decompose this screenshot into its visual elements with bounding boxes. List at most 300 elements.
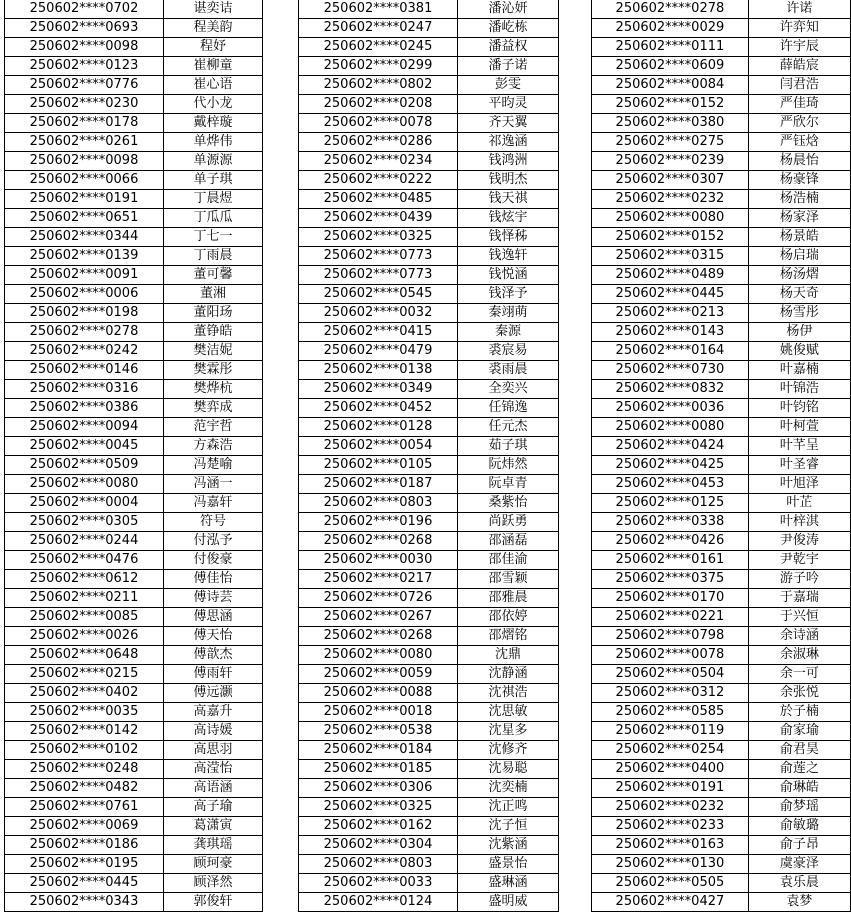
id-number-cell: 250602****0078 bbox=[592, 646, 749, 665]
table-row bbox=[592, 114, 851, 133]
name-cell: 沈易聪 bbox=[458, 760, 559, 779]
id-number-cell: 250602****0208 bbox=[299, 95, 458, 114]
name-cell: 沈思敏 bbox=[458, 703, 559, 722]
id-number-cell: 250602****0198 bbox=[5, 304, 164, 323]
id-number-cell: 250602****0476 bbox=[5, 551, 164, 570]
table-row bbox=[592, 133, 851, 152]
name-cell: 单子琪 bbox=[164, 171, 263, 190]
name-cell: 单源源 bbox=[164, 152, 263, 171]
id-number-cell: 250602****0164 bbox=[592, 342, 749, 361]
table-row bbox=[592, 665, 851, 684]
id-number-cell: 250602****0505 bbox=[592, 874, 749, 893]
id-number-cell: 250602****0080 bbox=[592, 418, 749, 437]
table-row bbox=[299, 190, 559, 209]
table-row bbox=[299, 171, 559, 190]
name-cell: 符号 bbox=[164, 513, 263, 532]
table-row bbox=[299, 532, 559, 551]
table-row bbox=[592, 855, 851, 874]
name-cell: 沈奕楠 bbox=[458, 779, 559, 798]
table-row bbox=[592, 95, 851, 114]
name-cell: 姚俊赋 bbox=[748, 342, 850, 361]
id-number-cell: 250602****0445 bbox=[592, 285, 749, 304]
id-number-cell: 250602****0163 bbox=[592, 836, 749, 855]
id-number-cell: 250602****0211 bbox=[5, 589, 164, 608]
id-number-cell: 250602****0078 bbox=[299, 114, 458, 133]
table-row bbox=[299, 760, 559, 779]
table-row bbox=[5, 228, 263, 247]
name-cell: 杨汤熠 bbox=[748, 266, 850, 285]
id-number-cell: 250602****0187 bbox=[299, 475, 458, 494]
name-cell: 杨伊 bbox=[748, 323, 850, 342]
id-number-cell: 250602****0344 bbox=[5, 228, 164, 247]
name-cell: 彭雯 bbox=[458, 76, 559, 95]
table-row bbox=[592, 817, 851, 836]
id-number-cell: 250602****0452 bbox=[299, 399, 458, 418]
name-cell: 俞莲之 bbox=[748, 760, 850, 779]
id-number-cell: 250602****0036 bbox=[592, 399, 749, 418]
id-number-cell: 250602****0381 bbox=[299, 0, 458, 19]
id-number-cell: 250602****0130 bbox=[592, 855, 749, 874]
table-row bbox=[592, 551, 851, 570]
id-number-cell: 250602****0026 bbox=[5, 627, 164, 646]
name-cell: 许宇辰 bbox=[748, 38, 850, 57]
id-number-cell: 250602****0761 bbox=[5, 798, 164, 817]
name-cell: 潘益权 bbox=[458, 38, 559, 57]
id-number-cell: 250602****0299 bbox=[299, 57, 458, 76]
table-row bbox=[592, 893, 851, 912]
table-row bbox=[5, 456, 263, 475]
name-cell: 董阳玚 bbox=[164, 304, 263, 323]
table-row bbox=[299, 38, 559, 57]
id-number-cell: 250602****0123 bbox=[5, 57, 164, 76]
table-row bbox=[5, 152, 263, 171]
name-cell: 俞子昂 bbox=[748, 836, 850, 855]
table-row bbox=[5, 836, 263, 855]
id-number-cell: 250602****0221 bbox=[592, 608, 749, 627]
table-row bbox=[5, 266, 263, 285]
name-cell: 代小龙 bbox=[164, 95, 263, 114]
table-row bbox=[299, 323, 559, 342]
name-cell: 严佳琦 bbox=[748, 95, 850, 114]
id-number-cell: 250602****0035 bbox=[5, 703, 164, 722]
id-number-cell: 250602****0545 bbox=[299, 285, 458, 304]
id-number-cell: 250602****0230 bbox=[5, 95, 164, 114]
id-number-cell: 250602****0138 bbox=[299, 361, 458, 380]
name-cell: 尚跃勇 bbox=[458, 513, 559, 532]
name-cell: 钱怿秭 bbox=[458, 228, 559, 247]
id-number-cell: 250602****0479 bbox=[299, 342, 458, 361]
name-cell: 冯嘉轩 bbox=[164, 494, 263, 513]
name-cell: 郭俊轩 bbox=[164, 893, 263, 912]
name-cell: 高嘉升 bbox=[164, 703, 263, 722]
table-row bbox=[299, 437, 559, 456]
id-number-cell: 250602****0254 bbox=[592, 741, 749, 760]
id-number-cell: 250602****0315 bbox=[592, 247, 749, 266]
id-number-cell: 250602****0304 bbox=[299, 836, 458, 855]
table-row bbox=[299, 627, 559, 646]
table-row bbox=[5, 817, 263, 836]
id-number-cell: 250602****0325 bbox=[299, 228, 458, 247]
id-number-cell: 250602****0427 bbox=[592, 893, 749, 912]
name-cell: 崔心语 bbox=[164, 76, 263, 95]
roster-table-right bbox=[591, 0, 851, 912]
table-row bbox=[592, 418, 851, 437]
id-number-cell: 250602****0146 bbox=[5, 361, 164, 380]
table-row bbox=[5, 646, 263, 665]
table-row bbox=[299, 285, 559, 304]
id-number-cell: 250602****0178 bbox=[5, 114, 164, 133]
name-cell: 樊烨杭 bbox=[164, 380, 263, 399]
id-number-cell: 250602****0032 bbox=[299, 304, 458, 323]
name-cell: 樊洁妮 bbox=[164, 342, 263, 361]
table-row bbox=[299, 399, 559, 418]
name-cell: 余张悦 bbox=[748, 684, 850, 703]
table-row bbox=[5, 741, 263, 760]
table-row bbox=[5, 608, 263, 627]
table-row bbox=[592, 646, 851, 665]
name-cell: 付泓予 bbox=[164, 532, 263, 551]
table-row bbox=[299, 342, 559, 361]
table-row bbox=[299, 665, 559, 684]
table-row bbox=[5, 304, 263, 323]
id-number-cell: 250602****0380 bbox=[592, 114, 749, 133]
id-number-cell: 250602****0045 bbox=[5, 437, 164, 456]
table-row bbox=[5, 684, 263, 703]
name-cell: 杨启瑞 bbox=[748, 247, 850, 266]
table-row bbox=[299, 722, 559, 741]
table-row bbox=[5, 114, 263, 133]
name-cell: 於子楠 bbox=[748, 703, 850, 722]
id-number-cell: 250602****0349 bbox=[299, 380, 458, 399]
id-number-cell: 250602****0139 bbox=[5, 247, 164, 266]
name-cell: 桑紫怡 bbox=[458, 494, 559, 513]
table-row bbox=[5, 285, 263, 304]
name-cell: 杨家泽 bbox=[748, 209, 850, 228]
name-cell: 俞琳皓 bbox=[748, 779, 850, 798]
table-row bbox=[592, 38, 851, 57]
name-cell: 崔柳童 bbox=[164, 57, 263, 76]
table-row bbox=[5, 133, 263, 152]
table-row bbox=[592, 532, 851, 551]
table-row bbox=[592, 722, 851, 741]
table-row bbox=[299, 836, 559, 855]
id-number-cell: 250602****0142 bbox=[5, 722, 164, 741]
id-number-cell: 250602****0538 bbox=[299, 722, 458, 741]
table-row bbox=[299, 95, 559, 114]
id-number-cell: 250602****0242 bbox=[5, 342, 164, 361]
name-cell: 秦翊萌 bbox=[458, 304, 559, 323]
table-row bbox=[5, 19, 263, 38]
table-row bbox=[299, 589, 559, 608]
name-cell: 葛潇寅 bbox=[164, 817, 263, 836]
id-number-cell: 250602****0091 bbox=[5, 266, 164, 285]
table-row bbox=[5, 893, 263, 912]
table-row bbox=[592, 361, 851, 380]
name-cell: 任锦逸 bbox=[458, 399, 559, 418]
name-cell: 程妤 bbox=[164, 38, 263, 57]
id-number-cell: 250602****0125 bbox=[592, 494, 749, 513]
id-number-cell: 250602****0612 bbox=[5, 570, 164, 589]
name-cell: 高子瑜 bbox=[164, 798, 263, 817]
table-row bbox=[299, 361, 559, 380]
name-cell: 闫君浩 bbox=[748, 76, 850, 95]
table-row bbox=[5, 874, 263, 893]
name-cell: 盛景怡 bbox=[458, 855, 559, 874]
table-row bbox=[5, 760, 263, 779]
name-cell: 邵涵磊 bbox=[458, 532, 559, 551]
name-cell: 余一可 bbox=[748, 665, 850, 684]
table-row bbox=[299, 418, 559, 437]
name-cell: 许诺 bbox=[748, 0, 850, 19]
name-cell: 钱泽予 bbox=[458, 285, 559, 304]
id-number-cell: 250602****0247 bbox=[299, 19, 458, 38]
id-number-cell: 250602****0482 bbox=[5, 779, 164, 798]
name-cell: 潘屹栋 bbox=[458, 19, 559, 38]
name-cell: 高语涵 bbox=[164, 779, 263, 798]
id-number-cell: 250602****0651 bbox=[5, 209, 164, 228]
name-cell: 钱逸轩 bbox=[458, 247, 559, 266]
table-row bbox=[299, 133, 559, 152]
name-cell: 傅雨轩 bbox=[164, 665, 263, 684]
table-row bbox=[592, 19, 851, 38]
name-cell: 樊霖彤 bbox=[164, 361, 263, 380]
table-row bbox=[592, 627, 851, 646]
name-cell: 谌奕诘 bbox=[164, 0, 263, 19]
table-row bbox=[299, 266, 559, 285]
name-cell: 叶梓淇 bbox=[748, 513, 850, 532]
id-number-cell: 250602****0306 bbox=[299, 779, 458, 798]
table-row bbox=[5, 418, 263, 437]
id-number-cell: 250602****0773 bbox=[299, 247, 458, 266]
name-cell: 樊弈成 bbox=[164, 399, 263, 418]
table-row bbox=[592, 570, 851, 589]
name-cell: 叶嘉楠 bbox=[748, 361, 850, 380]
table-row bbox=[592, 513, 851, 532]
name-cell: 袁梦 bbox=[748, 893, 850, 912]
table-row bbox=[592, 684, 851, 703]
id-number-cell: 250602****0400 bbox=[592, 760, 749, 779]
id-number-cell: 250602****0069 bbox=[5, 817, 164, 836]
table-row bbox=[592, 760, 851, 779]
table-row bbox=[299, 570, 559, 589]
table-row bbox=[299, 684, 559, 703]
id-number-cell: 250602****0143 bbox=[592, 323, 749, 342]
name-cell: 傅远灏 bbox=[164, 684, 263, 703]
name-cell: 邵依婷 bbox=[458, 608, 559, 627]
id-number-cell: 250602****0245 bbox=[299, 38, 458, 57]
name-cell: 于嘉瑞 bbox=[748, 589, 850, 608]
table-row bbox=[592, 209, 851, 228]
name-cell: 沈星多 bbox=[458, 722, 559, 741]
name-cell: 裘雨晨 bbox=[458, 361, 559, 380]
id-number-cell: 250602****0184 bbox=[299, 741, 458, 760]
name-cell: 钱炫宇 bbox=[458, 209, 559, 228]
id-number-cell: 250602****0232 bbox=[592, 798, 749, 817]
table-row bbox=[5, 627, 263, 646]
id-number-cell: 250602****0268 bbox=[299, 627, 458, 646]
table-row bbox=[592, 0, 851, 19]
id-number-cell: 250602****0195 bbox=[5, 855, 164, 874]
id-number-cell: 250602****0802 bbox=[299, 76, 458, 95]
table-row bbox=[592, 798, 851, 817]
name-cell: 范宇哲 bbox=[164, 418, 263, 437]
name-cell: 董可馨 bbox=[164, 266, 263, 285]
id-number-cell: 250602****0338 bbox=[592, 513, 749, 532]
name-cell: 高诗媛 bbox=[164, 722, 263, 741]
table-row bbox=[299, 456, 559, 475]
name-cell: 俞梦瑶 bbox=[748, 798, 850, 817]
id-number-cell: 250602****0186 bbox=[5, 836, 164, 855]
name-cell: 全奕兴 bbox=[458, 380, 559, 399]
id-number-cell: 250602****0004 bbox=[5, 494, 164, 513]
id-number-cell: 250602****0162 bbox=[299, 817, 458, 836]
id-number-cell: 250602****0111 bbox=[592, 38, 749, 57]
name-cell: 杨景皓 bbox=[748, 228, 850, 247]
name-cell: 傅天怡 bbox=[164, 627, 263, 646]
table-row bbox=[5, 665, 263, 684]
name-cell: 杨雪彤 bbox=[748, 304, 850, 323]
name-cell: 严欣尔 bbox=[748, 114, 850, 133]
name-cell: 余诗涵 bbox=[748, 627, 850, 646]
id-number-cell: 250602****0054 bbox=[299, 437, 458, 456]
id-number-cell: 250602****0798 bbox=[592, 627, 749, 646]
id-number-cell: 250602****0248 bbox=[5, 760, 164, 779]
name-cell: 钱鸿洲 bbox=[458, 152, 559, 171]
table-row bbox=[592, 589, 851, 608]
table-row bbox=[592, 152, 851, 171]
id-number-cell: 250602****0268 bbox=[299, 532, 458, 551]
id-number-cell: 250602****0088 bbox=[299, 684, 458, 703]
id-number-cell: 250602****0585 bbox=[592, 703, 749, 722]
table-row bbox=[5, 361, 263, 380]
id-number-cell: 250602****0029 bbox=[592, 19, 749, 38]
table-row bbox=[592, 304, 851, 323]
name-cell: 沈正鸣 bbox=[458, 798, 559, 817]
name-cell: 茹子琪 bbox=[458, 437, 559, 456]
id-number-cell: 250602****0316 bbox=[5, 380, 164, 399]
id-number-cell: 250602****0609 bbox=[592, 57, 749, 76]
table-row bbox=[299, 779, 559, 798]
name-cell: 俞敏璐 bbox=[748, 817, 850, 836]
name-cell: 顾泽然 bbox=[164, 874, 263, 893]
id-number-cell: 250602****0312 bbox=[592, 684, 749, 703]
name-cell: 齐天翼 bbox=[458, 114, 559, 133]
id-number-cell: 250602****0504 bbox=[592, 665, 749, 684]
table-row bbox=[299, 475, 559, 494]
name-cell: 叶旭泽 bbox=[748, 475, 850, 494]
name-cell: 叶芊呈 bbox=[748, 437, 850, 456]
id-number-cell: 250602****0105 bbox=[299, 456, 458, 475]
table-row bbox=[299, 228, 559, 247]
table-row bbox=[299, 57, 559, 76]
id-number-cell: 250602****0426 bbox=[592, 532, 749, 551]
table-row bbox=[592, 399, 851, 418]
name-cell: 龚琪瑶 bbox=[164, 836, 263, 855]
table-row bbox=[592, 380, 851, 399]
name-cell: 沈鼎 bbox=[458, 646, 559, 665]
roster-table-left bbox=[4, 0, 263, 912]
table-row bbox=[592, 266, 851, 285]
table-row bbox=[299, 817, 559, 836]
id-number-cell: 250602****0509 bbox=[5, 456, 164, 475]
id-number-cell: 250602****0085 bbox=[5, 608, 164, 627]
name-cell: 沈子恒 bbox=[458, 817, 559, 836]
id-number-cell: 250602****0803 bbox=[299, 855, 458, 874]
name-cell: 邵佳渝 bbox=[458, 551, 559, 570]
id-number-cell: 250602****0102 bbox=[5, 741, 164, 760]
table-row bbox=[5, 722, 263, 741]
id-number-cell: 250602****0080 bbox=[299, 646, 458, 665]
table-row bbox=[592, 342, 851, 361]
name-cell: 冯涵一 bbox=[164, 475, 263, 494]
id-number-cell: 250602****0066 bbox=[5, 171, 164, 190]
table-row bbox=[5, 323, 263, 342]
name-cell: 钱悦涵 bbox=[458, 266, 559, 285]
name-cell: 方森浩 bbox=[164, 437, 263, 456]
name-cell: 许弈知 bbox=[748, 19, 850, 38]
id-number-cell: 250602****0386 bbox=[5, 399, 164, 418]
name-cell: 顾珂豪 bbox=[164, 855, 263, 874]
table-row bbox=[299, 893, 559, 912]
id-number-cell: 250602****0648 bbox=[5, 646, 164, 665]
table-row bbox=[299, 855, 559, 874]
table-row bbox=[592, 285, 851, 304]
table-row bbox=[299, 703, 559, 722]
id-number-cell: 250602****0278 bbox=[5, 323, 164, 342]
id-number-cell: 250602****0425 bbox=[592, 456, 749, 475]
name-cell: 沈紫涵 bbox=[458, 836, 559, 855]
table-row bbox=[299, 76, 559, 95]
id-number-cell: 250602****0726 bbox=[299, 589, 458, 608]
table-row bbox=[592, 228, 851, 247]
id-number-cell: 250602****0267 bbox=[299, 608, 458, 627]
table-row bbox=[592, 323, 851, 342]
table-row bbox=[5, 247, 263, 266]
table-row bbox=[299, 19, 559, 38]
id-number-cell: 250602****0217 bbox=[299, 570, 458, 589]
id-number-cell: 250602****0489 bbox=[592, 266, 749, 285]
table-row bbox=[5, 703, 263, 722]
table-row bbox=[5, 0, 263, 19]
id-number-cell: 250602****0776 bbox=[5, 76, 164, 95]
name-cell: 沈静涵 bbox=[458, 665, 559, 684]
table-row bbox=[5, 532, 263, 551]
id-number-cell: 250602****0018 bbox=[299, 703, 458, 722]
name-cell: 钱天祺 bbox=[458, 190, 559, 209]
name-cell: 阮炜然 bbox=[458, 456, 559, 475]
id-number-cell: 250602****0215 bbox=[5, 665, 164, 684]
id-number-cell: 250602****0119 bbox=[592, 722, 749, 741]
name-cell: 丁七一 bbox=[164, 228, 263, 247]
id-number-cell: 250602****0415 bbox=[299, 323, 458, 342]
name-cell: 程美韵 bbox=[164, 19, 263, 38]
table-row bbox=[299, 741, 559, 760]
id-number-cell: 250602****0080 bbox=[592, 209, 749, 228]
id-number-cell: 250602****0232 bbox=[592, 190, 749, 209]
name-cell: 尹俊涛 bbox=[748, 532, 850, 551]
table-row bbox=[5, 437, 263, 456]
table-row bbox=[5, 380, 263, 399]
name-cell: 于兴恒 bbox=[748, 608, 850, 627]
id-number-cell: 250602****0128 bbox=[299, 418, 458, 437]
id-number-cell: 250602****0213 bbox=[592, 304, 749, 323]
name-cell: 任元杰 bbox=[458, 418, 559, 437]
table-row bbox=[299, 551, 559, 570]
name-cell: 尹乾宇 bbox=[748, 551, 850, 570]
id-number-cell: 250602****0191 bbox=[592, 779, 749, 798]
name-cell: 沈祺浩 bbox=[458, 684, 559, 703]
name-cell: 沈修齐 bbox=[458, 741, 559, 760]
